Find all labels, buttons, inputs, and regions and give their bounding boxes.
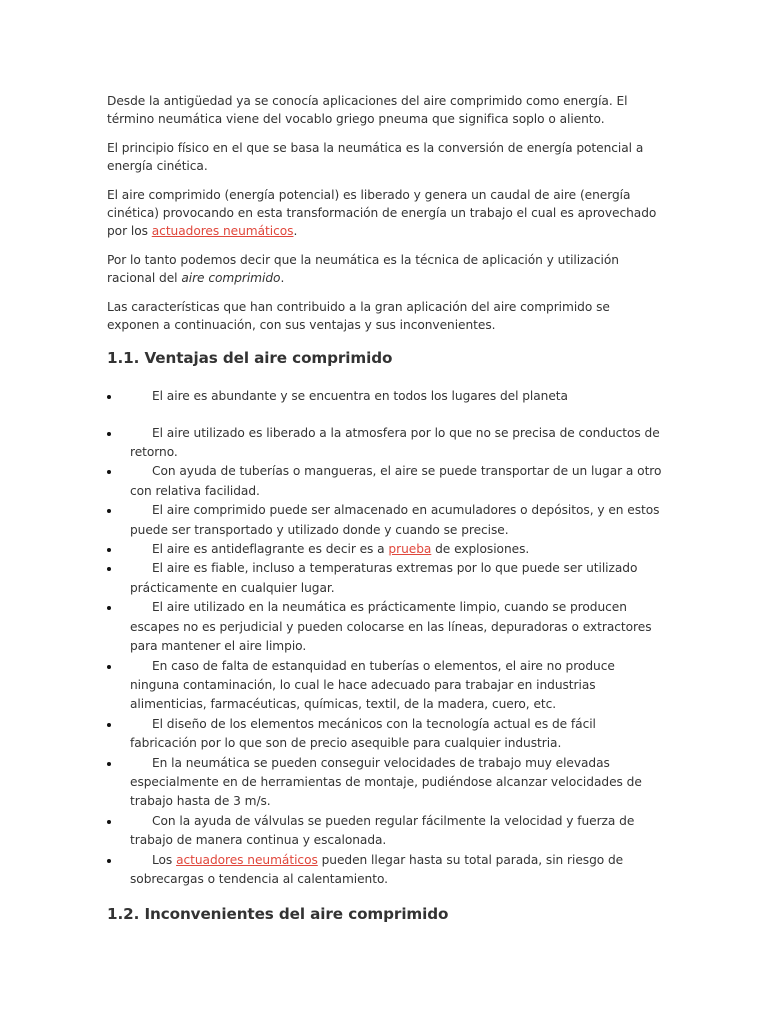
bullet-icon <box>107 432 111 436</box>
list-item-text: Los <box>152 852 177 867</box>
bullet-icon <box>107 665 111 669</box>
document-body <box>107 92 663 925</box>
ventajas-list <box>107 387 663 889</box>
prueba-link[interactable]: prueba <box>388 542 432 557</box>
list-item-text: El aire utilizado es liberado a la atmosfera por lo que no se precisa de conductos de retorno. <box>130 425 660 460</box>
bullet-icon <box>107 859 111 863</box>
bullet-icon <box>107 820 111 824</box>
list-item-text: de explosiones. <box>431 542 530 557</box>
actuadores-link[interactable]: actuadores neumáticos <box>176 852 318 867</box>
list-item <box>107 540 663 559</box>
list-item-text: El aire es fiable, incluso a temperaturas extremas por lo que puede ser utilizado prácticamente en cualquier lugar. <box>130 561 638 595</box>
list-item <box>107 851 663 890</box>
list-item-text: pueden llegar hasta su total parada, sin riesgo de sobrecargas o tendencia al calentamiento. <box>130 852 624 886</box>
list-item-text: El diseño de los elementos mecánicos con la tecnología actual es de fácil fabricación por lo que son de precio asequible para cualquier industria. <box>130 716 596 751</box>
paragraph-text: . <box>280 271 285 286</box>
list-item-text: Con la ayuda de válvulas se pueden regular fácilmente la velocidad y fuerza de trabajo de manera continua y escalonada. <box>130 813 635 848</box>
list-item-text: En la neumática se pueden conseguir velocidades de trabajo muy elevadas especialmente en de herramientas de montaje, pudiéndose alcanzar velocidades de trabajo hasta de 3 m/s. <box>130 755 642 809</box>
bullet-icon <box>107 548 111 552</box>
list-item-text: El aire es abundante y se encuentra en todos los lugares del planeta <box>152 389 568 404</box>
bullet-icon <box>107 470 111 474</box>
bullet-icon <box>107 395 111 399</box>
list-item-text: El aire es antideflagrante es decir es a <box>152 542 389 557</box>
list-item <box>107 424 663 463</box>
list-item <box>107 559 663 598</box>
paragraph-text: El aire comprimido (energía potencial) es liberado y genera un caudal de aire (energía cinética) provocando en esta transformación de energía un trabajo el cual es aprovechado por los <box>107 187 657 239</box>
paragraph-text: . <box>293 224 298 239</box>
list-item <box>107 657 663 715</box>
bullet-icon <box>107 567 111 571</box>
principle-paragraph: El principio físico en el que se basa la neumática es la conversión de energía potencial a energía cinética. <box>107 140 644 174</box>
list-item-text: En caso de falta de estanquidad en tuberías o elementos, el aire no produce ninguna contaminación, lo cual le hace adecuado para trabajar en industrias alimenticias, farmacéuticas, químicas, textil, de la madera, cuero, etc. <box>130 658 615 712</box>
list-item <box>107 598 663 656</box>
section-heading-ventajas: 1.1. Ventajas del aire comprimido <box>107 349 393 368</box>
list-item <box>107 754 663 812</box>
bullet-icon <box>107 606 111 610</box>
compressed-air-paragraph <box>107 186 663 241</box>
bullet-icon <box>107 762 111 766</box>
list-item <box>107 387 663 406</box>
list-item-text: El aire utilizado en la neumática es prácticamente limpio, cuando se producen escapes no es perjudicial y pueden colocarse en las líneas, depuradoras o extractores para mantener el aire limpio. <box>130 600 652 654</box>
list-item <box>107 715 663 754</box>
characteristics-paragraph: Las características que han contribuido a la gran aplicación del aire comprimido se exponen a continuación, con sus ventajas y sus inconvenientes. <box>107 299 610 333</box>
bullet-icon <box>107 723 111 727</box>
list-item-text: Con ayuda de tuberías o mangueras, el aire se puede transportar de un lugar a otro con relativa facilidad. <box>130 464 662 498</box>
list-item <box>107 812 663 851</box>
paragraph-text: Por lo tanto podemos decir que la neumática es la técnica de aplicación y utilización racional del <box>107 252 619 286</box>
list-item <box>107 501 663 540</box>
definition-paragraph <box>107 251 663 287</box>
bullet-icon <box>107 509 111 513</box>
list-item-text: El aire comprimido puede ser almacenado en acumuladores o depósitos, y en estos puede ser transportado y utilizado donde y cuando se precise. <box>130 503 660 537</box>
intro-paragraph: Desde la antigüedad ya se conocía aplicaciones del aire comprimido como energía. El término neumática viene del vocablo griego pneuma que significa soplo o aliento. <box>107 94 628 127</box>
italic-term: aire comprimido <box>181 271 281 286</box>
list-item <box>107 462 663 501</box>
actuadores-link[interactable]: actuadores neumáticos <box>151 224 294 239</box>
section-heading-inconvenientes: 1.2. Inconvenientes del aire comprimido <box>107 905 449 924</box>
